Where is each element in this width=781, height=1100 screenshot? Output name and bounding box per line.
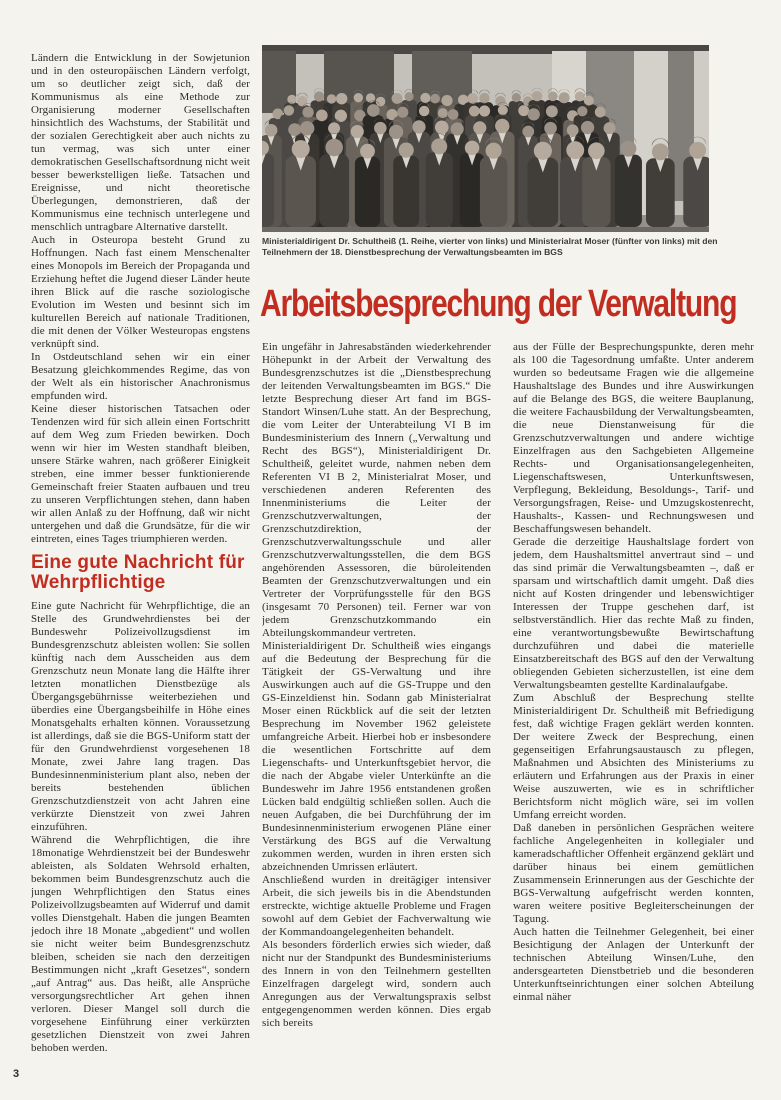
paragraph: Ein ungefähr in Jahresabständen wiederkehrender Höhepunkt in der Arbeit der Verwaltung des Bundesgrenzschutzes ist die „Dienstbesprechung der leitenden Verwaltungsbeamten im BGS.“ Die letzte Besprechung dieser Art fand im BGS-Standort Winsen/Luhe statt. An der Besprechung, die vom Leiter der Unterabteilung VI B im Bundesministerium des Innern („Verwaltung und Recht des BGS“), Ministerialdirigent Dr. Schultheiß, geleitet wurde, nahmen neben dem Referenten VI B 2, Ministerialrat Moser, und verschiedenen anderen Referenten des Innenministeriums die Leiter der Grenzschutzverwaltungen, der Grenzschutzdirektion, der Grenzschutzverwaltungsschule und aller Grenzschutzverwaltungsstellen, die dem BGS angehörenden Assessoren, die büroleitenden Beamten der Grenzschutzverwaltungen und ein Vertreter der Vorprüfungsstelle für den BGS (insgesamt 70 Personen) teil. Ferner war von jedem Grenzschutzkommando ein Abteilungskommandeur vertreten. — [262, 341, 491, 639]
paragraph: Auch hatten die Teilnehmer Gelegenheit, bei einer Besichtigung der Anlagen der Unterkunft der technischen Abteilung Winsen/Luhe, den andersgearteten Dienstbetrieb und die besonderen Unterkunftseinrichtungen einer solchen Abteilung einmal näher — [513, 926, 754, 1003]
section-subheading: Eine gute Nachricht für Wehrpflichtige — [31, 552, 245, 593]
left-column — [31, 52, 250, 1084]
article-headline — [260, 283, 760, 333]
paragraph: In Ostdeutschland sehen wir ein einer Besatzung gleichkommendes Regime, das von der Welt als ein historischer Anachronismus empfunden wird. — [31, 351, 250, 402]
page-number: 3 — [13, 1068, 20, 1080]
paragraph: Auch in Osteuropa besteht Grund zu Hoffnungen. Nach fast einem Menschenalter eines Monopols im Bereich der Propaganda und Erziehung heftet die Jugend dieser Länder heute ihren Blick auf die rasche soziologische Evolution im Westen und besinnt sich im kulturellen Bereich auf nationale Traditionen, die mit denen der Völker Westeuropas engstens verknüpft sind. — [31, 234, 250, 350]
paragraph: aus der Fülle der Besprechungspunkte, deren mehr als 100 die Tagesordnung umfaßte. Unter anderem wurden so bedeutsame Fragen wie die allgemeine Haushaltslage des Bundes und ihre Auswirkungen auf die Belange des BGS, die weitere Bauplanung, die weitere Fachausbildung der Verwaltungsbeamten, die neue Dienstanweisung für die Grenzschutzverwaltungen und andere wichtige Einzelfragen aus den Sachgebieten Allgemeine Rechts- und Organisationsangelegenheiten, Liegenschaftswesen, Unterkunftswesen, Verpflegung, Bekleidung, Besoldungs-, Tarif- und Versorgungsfragen, Reise- und Umzugskostenrecht, Haushalts-, Kassen- und Rechnungswesen und Beschaffungswesen behandelt. — [513, 341, 754, 535]
paragraph: Ländern die Entwicklung in der Sowjetunion und in den osteuropäischen Ländern verfolgt, um so deutlicher zeigt sich, daß der Kommunismus als eine Methode zur Organisierung moderner Gesellschaften hinsichtlich des Wachstums, der Stabilität und der sozialen Gerechtigkeit aber auch nichts zu tun vermag, was sich unter einer demokratischen Gesellschaftsordnung nicht weit besser bewerkstelligen ließe. Tatsachen und Ereignisse, und nicht theoretische Überlegungen, demonstrieren, daß der Kommunismus eine technisch unterlegene und menschlich untragbare Alternative darstellt. — [31, 52, 250, 233]
paragraph: Als besonders förderlich erwies sich wieder, daß nicht nur der Standpunkt des Bundesministeriums des Innern in von den Teilnehmern gestellten Einzelfragen dargelegt wird, sondern auch Anregungen aus der Verwaltungspraxis selbst entgegengenommen werden können. Dies ergab sich bereits — [262, 939, 491, 1029]
article-headline-text: Arbeitsbesprechung der Verwaltung — [260, 283, 737, 325]
right-column — [513, 341, 754, 1089]
paragraph: Gerade die derzeitige Haushaltslage fordert von jedem, dem Haushaltsmittel anvertraut sind – und das sind primär die Verwaltungsbeamten –, daß er sparsam und wirtschaftlich damit umgeht. Daß dies nicht auf Kosten dringender und lebenswichtiger Interessen der Truppe geschehen darf, ist selbstverständlich. Hier das rechte Maß zu finden, eine verantwortungsbewußte Bewirtschaftung durchzuführen und dabei die materielle Einsatzbereitschaft des BGS auf den der Verwaltung obliegenden Gebieten sicherzustellen, ist eine dem Verwaltungsbeamten gestellte Kardinalaufgabe. — [513, 536, 754, 691]
paragraph: Keine dieser historischen Tatsachen oder Tendenzen wird für sich allein einen Fortschritt auf dem Weg zum Frieden bewirken. Doch wenn wir hier im Westen standhaft bleiben, unsere Stärke wahren, nach größerer Einigkeit streben, eine immer besser funktionierende Gemeinschaft freier Staaten aufbauen und treu zu unseren Verpflichtungen stehen, dann haben wir allen Anlaß zu der Hoffnung, daß wir nicht untergehen und daß die Grundsätze, für die wir eintreten, eines Tages triumphieren werden. — [31, 403, 250, 545]
group-photo-image — [262, 45, 709, 232]
paragraph: Eine gute Nachricht für Wehrpflichtige, die an Stelle des Grundwehrdienstes bei der Bundeswehr Polizeivollzugsdienst im Bundesgrenzschutz ableisten wollen: Sie sollen künftig nach dem Ausscheiden aus dem Grenzschutz neun Monate lang die Hälfte ihrer letzten monatlichen Dienstbezüge als Übergangsgebührnisse weiterbeziehen und überdies eine Übergangsbeihilfe in Höhe eines Monatsgehalts erhalten können. Voraussetzung ist allerdings, daß sie die BGS-Uniform statt der für den Grundwehrdienst vorgesehenen 18 Monate, zwei Jahre lang tragen. Das Bundesinnenministerium plant also, neben der bereits bestehenden üblichen Grenzschutzdienstzeit von acht Jahren eine verkürzte Dienstzeit von zwei Jahren einzuführen. — [31, 600, 250, 833]
middle-column — [262, 341, 491, 1089]
photo-caption: Ministerialdirigent Dr. Schultheiß (1. Reihe, vierter von links) und Ministerialrat Moser (fünfter von links) mit den Teilnehmern der 18. Dienstbesprechung der Verwaltungsbeamten im BGS — [262, 236, 718, 257]
group-photo — [262, 45, 709, 232]
paragraph: Während die Wehrpflichtigen, die ihre 18monatige Wehrdienstzeit bei der Bundeswehr ableisten, als Soldaten Wehrsold erhalten, bekommen beim Bundesgrenzschutz auch die jungen Wehrpflichtigen den Status eines Polizeivollzugsbeamten auf Widerruf und damit volles Dienstgehalt. Haben die jungen Beamten jedoch ihre 18 Monate „abgedient“ und wollen sie nicht weiter beim Bundesgrenzschutz bleiben, scheiden sie nach den derzeitigen Bestimmungen nicht „kraft Gesetzes“, sondern „auf Antrag“ aus. Das heißt, alle Ansprüche versorgungsrechtlicher Art gehen ihnen verloren. Dieser Mangel soll durch die vorgesehene Einführung einer verkürzten gesetzlichen Dienstzeit von zwei Jahren behoben werden. — [31, 834, 250, 1054]
paragraph: Daß daneben in persönlichen Gesprächen weitere fachliche Angelegenheiten in kollegialer und kameradschaftlicher Offenheit ergänzend geklärt und darüber hinaus bei einem gemütlichen Zusammensein Erinnerungen aus der Geschichte der BGS-Verwaltung aufgefrischt werden konnten, waren weitere positive Begleiterscheinungen der Tagung. — [513, 822, 754, 925]
paragraph: Zum Abschluß der Besprechung stellte Ministerialdirigent Dr. Schultheiß mit Befriedigung fest, daß wichtige Fragen geklärt werden konnten. Der weitere Zweck der Besprechung, einen gegenseitigen Erfahrungsaustausch zu pflegen, Maßnahmen und Absichten des Ministeriums zu erläutern und Erfahrungen aus der Praxis in einer Weise auszuwerten, wie es in schriftlicher Berichtsform nicht möglich wäre, sei im vollen Umfang erreicht worden. — [513, 692, 754, 821]
paragraph: Anschließend wurden in dreitägiger intensiver Arbeit, die sich jeweils bis in die Abendstunden erstreckte, wichtige aktuelle Probleme und Fragen sowohl auf dem Gebiet der Fachverwaltung wie der Kommandoangelegenheiten behandelt. — [262, 874, 491, 938]
paragraph: Ministerialdirigent Dr. Schultheiß wies eingangs auf die Bedeutung der Besprechung für die Tätigkeit der GS-Verwaltung und ihre Auswirkungen auch auf die GS-Truppe und den GS-Einzeldienst hin. Sodann gab Ministerialrat Moser einen Rückblick auf die seit der letzten Besprechung im November 1962 geleistete umfangreiche Arbeit. Hierbei hob er insbesondere die wesentlichen Fortschritte auf dem Liegenschafts- und Unterkunftsgebiet hervor, die die nach der Abgabe vieler Unterkünfte an die Bundeswehr im Jahre 1956 entstandenen großen Lücken bald endgültig schließen sollen. Auch die neuen Aufgaben, die bei Durchführung der im Bundesinnenministerium erwogenen Pläne einer Verstärkung des BGS auf die Verwaltung zukommen werden, wurden in ihren ersten sich abzeichnenden Umrissen erläutert. — [262, 640, 491, 873]
